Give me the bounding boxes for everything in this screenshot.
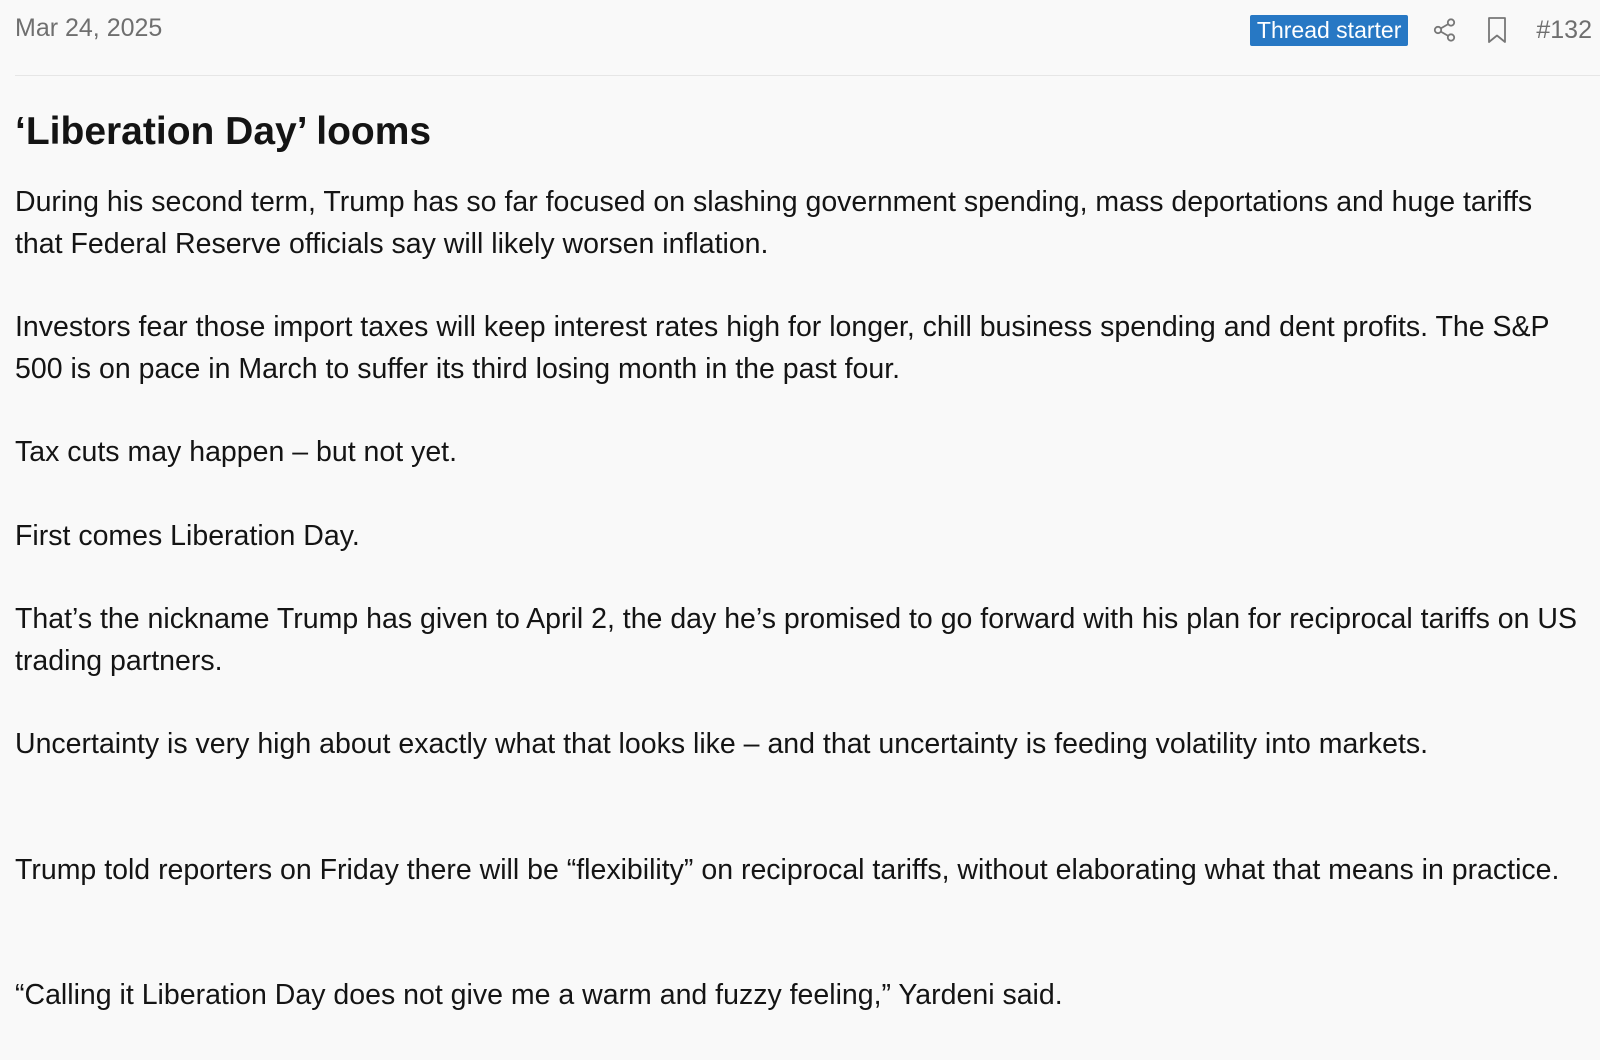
paragraph: First comes Liberation Day.	[15, 520, 360, 552]
post-actions	[1250, 14, 1592, 46]
post-header	[15, 0, 1600, 58]
paragraph: Trump told reporters on Friday there will be “flexibility” on reciprocal tariffs, without elaborating what that means in practice.	[15, 854, 1560, 886]
paragraph: “Calling it Liberation Day does not give me a warm and fuzzy feeling,” Yardeni said.	[15, 979, 1063, 1011]
paragraph: During his second term, Trump has so far focused on slashing government spending, mass deportations and huge tariffs that Federal Reserve officials say will likely worsen inflation.	[15, 186, 1533, 260]
paragraph: That’s the nickname Trump has given to April 2, the day he’s promised to go forward with his plan for reciprocal tariffs on US trading partners.	[15, 603, 1577, 677]
thread-starter-badge: Thread starter	[1250, 15, 1408, 46]
paragraph: Tax cuts may happen – but not yet.	[15, 436, 458, 468]
post-date[interactable]: Mar 24, 2025	[15, 14, 163, 42]
header-divider	[15, 75, 1600, 76]
article-heading: ‘Liberation Day’ looms	[15, 110, 432, 153]
paragraph: Investors fear those import taxes will keep interest rates high for longer, chill business spending and dent profits. The S&P 500 is on pace in March to suffer its third losing month in the past four.	[15, 311, 1550, 385]
share-icon[interactable]	[1430, 15, 1460, 45]
post-body	[15, 106, 1585, 1011]
bookmark-icon[interactable]	[1482, 15, 1512, 45]
paragraph: Uncertainty is very high about exactly what that looks like – and that uncertainty is feeding volatility into markets.	[15, 728, 1429, 760]
post-number-link[interactable]: #132	[1536, 15, 1592, 44]
